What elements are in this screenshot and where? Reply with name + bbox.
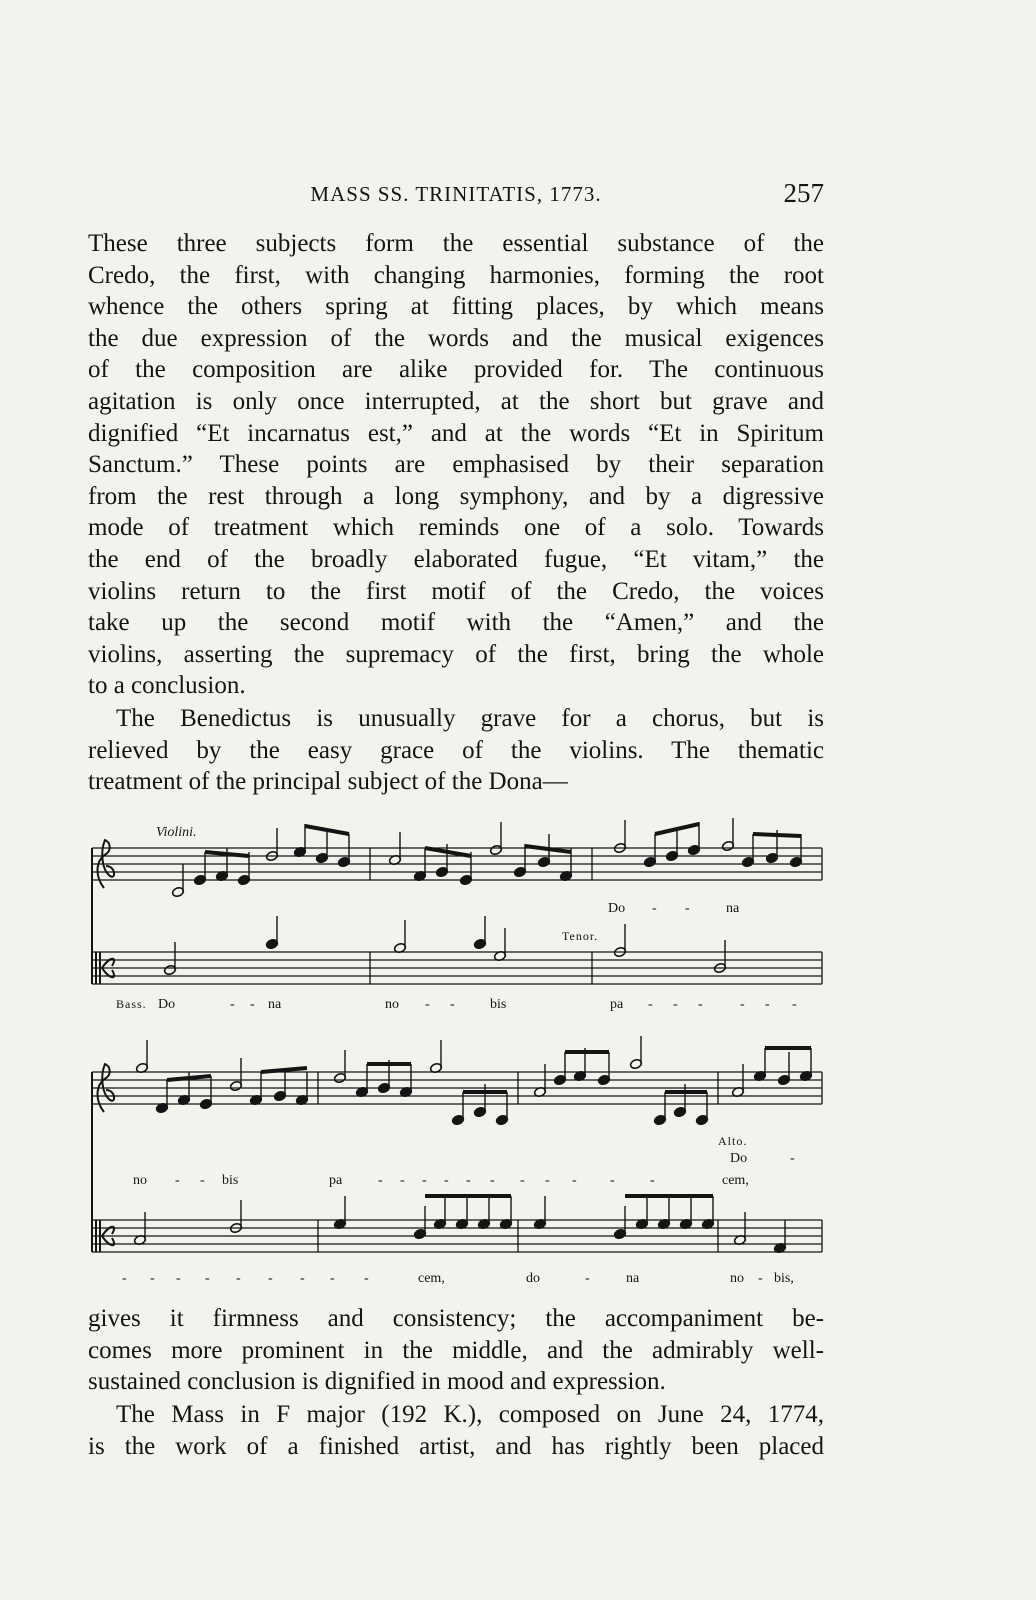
lyric: - bbox=[698, 997, 703, 1012]
lyric: - bbox=[122, 1271, 127, 1286]
violini-label: Violini. bbox=[156, 825, 197, 840]
lyric: - bbox=[792, 997, 797, 1012]
bass-label: Bass. bbox=[116, 997, 147, 1011]
lyric: - bbox=[758, 1271, 763, 1286]
lyric: - bbox=[585, 1271, 590, 1286]
paragraph-mass-f-major bbox=[88, 1399, 824, 1462]
lyric: - bbox=[650, 1173, 655, 1188]
lyric: - bbox=[490, 1173, 495, 1188]
text-line: The Mass in F major (192 K.), composed on June 24, 1774, bbox=[116, 1401, 824, 1428]
lyric: no bbox=[385, 997, 399, 1012]
lyric: - bbox=[520, 1173, 525, 1188]
lyric: - bbox=[330, 1271, 335, 1286]
text-line: The Benedictus is unusually grave for a chorus, but is bbox=[116, 705, 824, 732]
lyric: bis, bbox=[774, 1271, 794, 1286]
lyric: - bbox=[230, 997, 235, 1012]
lyric: - bbox=[175, 1173, 180, 1188]
text-line: Sanctum.” These points are emphasised by their separation bbox=[88, 451, 824, 479]
text-line: the due expression of the words and the musical exigences bbox=[88, 324, 824, 352]
lyric: Do bbox=[608, 901, 626, 916]
beam bbox=[753, 834, 801, 836]
lyric: - bbox=[673, 997, 678, 1012]
lyric: cem, bbox=[722, 1173, 749, 1188]
lyric: - bbox=[740, 997, 745, 1012]
lyric: - bbox=[444, 1173, 449, 1188]
lyric: - bbox=[685, 901, 690, 916]
beam bbox=[525, 846, 571, 852]
text-line: the end of the broadly elaborated fugue, “Et vitam,” the bbox=[88, 545, 824, 573]
lyric: - bbox=[545, 1173, 550, 1188]
text-line: is the work of a finished artist, and has rightly been placed bbox=[88, 1432, 824, 1460]
lyric: na bbox=[268, 997, 282, 1012]
lyric: - bbox=[268, 1271, 273, 1286]
tenor-label: Tenor. bbox=[562, 929, 599, 943]
lyric: - bbox=[610, 1173, 615, 1188]
text-line: agitation is only once interrupted, at the short but grave and bbox=[88, 387, 824, 415]
text-line: violins return to the first motif of the Credo, the voices bbox=[88, 577, 824, 605]
text-line: These three subjects form the essential substance of the bbox=[88, 230, 824, 257]
lyric: do bbox=[526, 1271, 540, 1286]
lyric: - bbox=[648, 997, 653, 1012]
lyric: - bbox=[652, 901, 657, 916]
lyric: - bbox=[790, 1151, 795, 1166]
lyric: Do bbox=[730, 1151, 748, 1166]
text-line: Credo, the first, with changing harmonies, forming the root bbox=[88, 261, 824, 289]
running-title: MASS SS. TRINITATIS, 1773. bbox=[310, 182, 602, 206]
text-line: of the composition are alike provided for. The continuous bbox=[88, 356, 824, 384]
lyric: - bbox=[765, 997, 770, 1012]
lyric: - bbox=[236, 1271, 241, 1286]
text-line: dignified “Et incarnatus est,” and at the words “Et in Spiritum bbox=[88, 419, 824, 447]
lyric: - bbox=[466, 1173, 471, 1188]
lyric: - bbox=[205, 1271, 210, 1286]
lyric: pa bbox=[329, 1173, 343, 1188]
text-line: whence the others spring at fitting places, by which means bbox=[88, 293, 824, 321]
alto-label: Alto. bbox=[718, 1134, 748, 1148]
lyric: na bbox=[726, 901, 740, 916]
text-line: treatment of the principal subject of the Dona— bbox=[88, 768, 568, 796]
lyric: pa bbox=[610, 997, 624, 1012]
text-line: relieved by the easy grace of the violins. The thematic bbox=[88, 736, 824, 764]
text-line: sustained conclusion is dignified in mood and expression. bbox=[88, 1368, 666, 1396]
lyric: - bbox=[378, 1173, 383, 1188]
lyric: - bbox=[150, 1271, 155, 1286]
lyric: no bbox=[730, 1271, 744, 1286]
lyric: - bbox=[200, 1173, 205, 1188]
lyric: cem, bbox=[418, 1271, 445, 1286]
paragraph-dona-conclusion bbox=[88, 1303, 824, 1398]
lyric: no bbox=[133, 1173, 147, 1188]
lyric: na bbox=[626, 1271, 640, 1286]
lyric: - bbox=[364, 1271, 369, 1286]
text-line: from the rest through a long symphony, and by a digressive bbox=[88, 482, 824, 510]
lyric: - bbox=[250, 997, 255, 1012]
lyric: bis bbox=[490, 997, 507, 1012]
beam bbox=[425, 848, 471, 856]
text-line: gives it firmness and consistency; the accompaniment be- bbox=[88, 1305, 824, 1332]
lyric: Do bbox=[158, 997, 176, 1012]
page-number: 257 bbox=[783, 178, 824, 208]
lyric: - bbox=[400, 1173, 405, 1188]
lyric: - bbox=[572, 1173, 577, 1188]
text-line: violins, asserting the supremacy of the first, bring the whole bbox=[88, 640, 824, 668]
text-line: to a conclusion. bbox=[88, 672, 246, 700]
text-line: comes more prominent in the middle, and the admirably well- bbox=[88, 1336, 824, 1364]
lyric: - bbox=[176, 1271, 181, 1286]
text-line: mode of treatment which reminds one of a solo. Towards bbox=[88, 514, 824, 542]
lyric: - bbox=[300, 1271, 305, 1286]
text-line: take up the second motif with the “Amen,” and the bbox=[88, 609, 824, 637]
lyric: - bbox=[450, 997, 455, 1012]
lyric: - bbox=[425, 997, 430, 1012]
lyric: - bbox=[422, 1173, 427, 1188]
lyric: bis bbox=[222, 1173, 239, 1188]
